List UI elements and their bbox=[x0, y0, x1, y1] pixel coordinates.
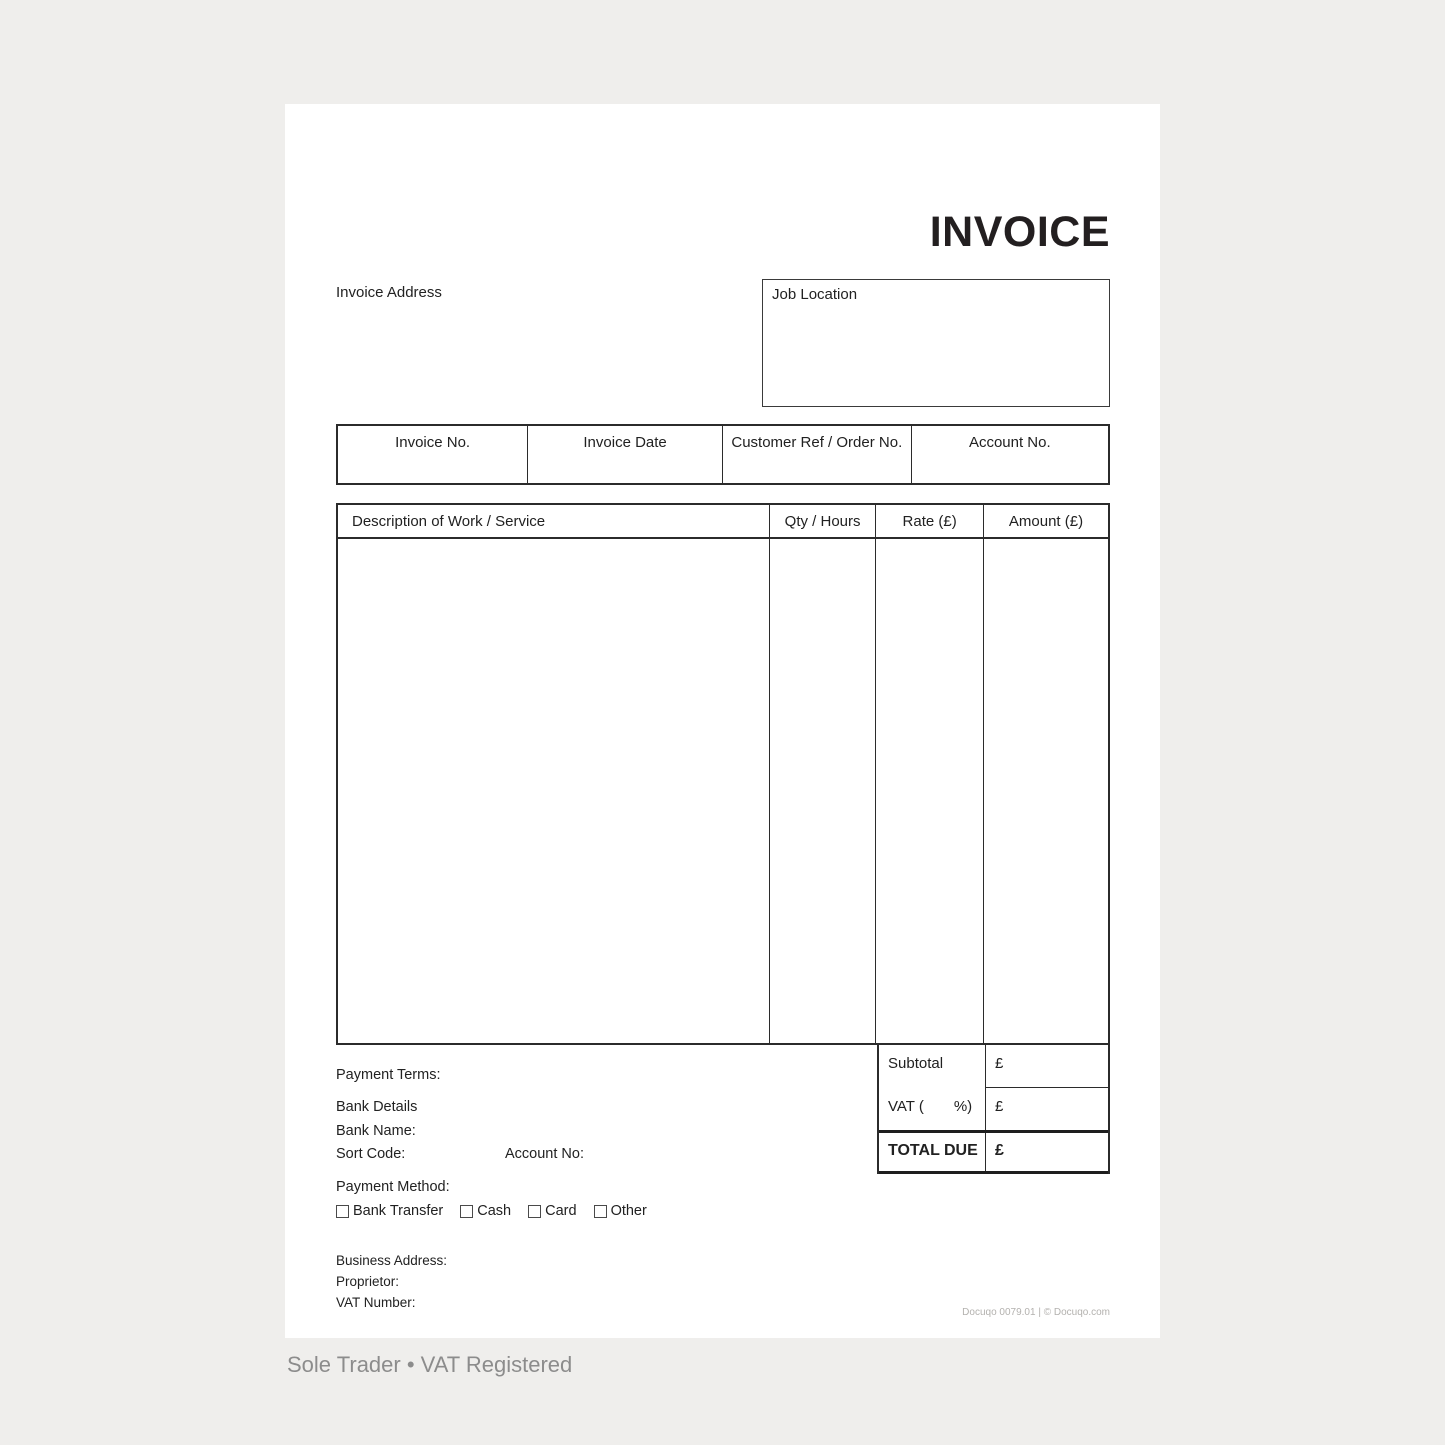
subtotal-value: £ bbox=[985, 1045, 1108, 1088]
bank-transfer-checkbox[interactable] bbox=[336, 1205, 349, 1218]
account-no-label: Account No: bbox=[505, 1146, 584, 1162]
rate-column-blank bbox=[876, 539, 984, 1043]
account-no-header: Account No. bbox=[968, 434, 1051, 451]
subtotal-label: Subtotal bbox=[888, 1055, 944, 1072]
cash-option[interactable] bbox=[460, 1203, 511, 1219]
line-items-header-row bbox=[338, 505, 1108, 539]
invoice-info-table bbox=[336, 424, 1110, 485]
page-title: INVOICE bbox=[929, 208, 1110, 256]
card-checkbox[interactable] bbox=[528, 1205, 541, 1218]
other-checkbox[interactable] bbox=[594, 1205, 607, 1218]
subtotal-row bbox=[879, 1045, 1108, 1088]
payment-method-label: Payment Method: bbox=[336, 1179, 450, 1195]
total-due-value: £ bbox=[985, 1133, 1108, 1171]
vat-row bbox=[879, 1088, 1108, 1130]
sort-code-label: Sort Code: bbox=[336, 1146, 406, 1162]
qty-hours-header: Qty / Hours bbox=[770, 505, 876, 537]
other-label: Other bbox=[610, 1203, 647, 1219]
vat-label-close: %) bbox=[953, 1098, 973, 1115]
job-location-field bbox=[762, 279, 1110, 407]
total-due-row bbox=[879, 1130, 1108, 1174]
line-items-table bbox=[336, 503, 1110, 1045]
bank-name-label: Bank Name: bbox=[336, 1123, 416, 1139]
description-header: Description of Work / Service bbox=[338, 505, 770, 537]
cash-label: Cash bbox=[477, 1203, 512, 1219]
invoice-address-label: Invoice Address bbox=[336, 284, 442, 301]
proprietor-label: Proprietor: bbox=[336, 1274, 400, 1289]
totals-table bbox=[877, 1045, 1110, 1174]
qty-column-blank bbox=[770, 539, 876, 1043]
rate-header: Rate (£) bbox=[876, 505, 984, 537]
invoice-date-header: Invoice Date bbox=[528, 426, 723, 483]
payment-terms-label: Payment Terms: bbox=[336, 1067, 441, 1083]
cash-checkbox[interactable] bbox=[460, 1205, 473, 1218]
invoice-document-page bbox=[285, 104, 1160, 1338]
amount-column-blank bbox=[984, 539, 1108, 1043]
bank-details-label: Bank Details bbox=[336, 1099, 418, 1115]
docuqo-credit: Docuqo 0079.01 | © Docuqo.com bbox=[962, 1307, 1110, 1318]
vat-number-label: VAT Number: bbox=[336, 1295, 416, 1310]
amount-header: Amount (£) bbox=[1008, 512, 1084, 530]
job-location-label: Job Location bbox=[772, 286, 858, 303]
payment-method-options bbox=[336, 1203, 647, 1219]
card-label: Card bbox=[545, 1203, 577, 1219]
product-caption: Sole Trader • VAT Registered bbox=[287, 1352, 573, 1377]
business-address-label: Business Address: bbox=[336, 1253, 448, 1268]
vat-percent-blank bbox=[924, 1098, 954, 1130]
vat-label bbox=[879, 1088, 985, 1130]
bank-transfer-label: Bank Transfer bbox=[353, 1203, 444, 1219]
card-option[interactable] bbox=[528, 1203, 576, 1219]
vat-value: £ bbox=[985, 1088, 1108, 1130]
invoice-no-header: Invoice No. bbox=[338, 426, 528, 483]
line-items-body bbox=[338, 539, 1108, 1043]
customer-ref-header: Customer Ref / Order No. bbox=[723, 426, 912, 483]
vat-label-open: VAT ( bbox=[888, 1098, 924, 1115]
total-due-label: TOTAL DUE bbox=[888, 1142, 978, 1159]
bank-transfer-option[interactable] bbox=[336, 1203, 443, 1219]
other-option[interactable] bbox=[594, 1203, 647, 1219]
description-column-blank bbox=[338, 539, 770, 1043]
